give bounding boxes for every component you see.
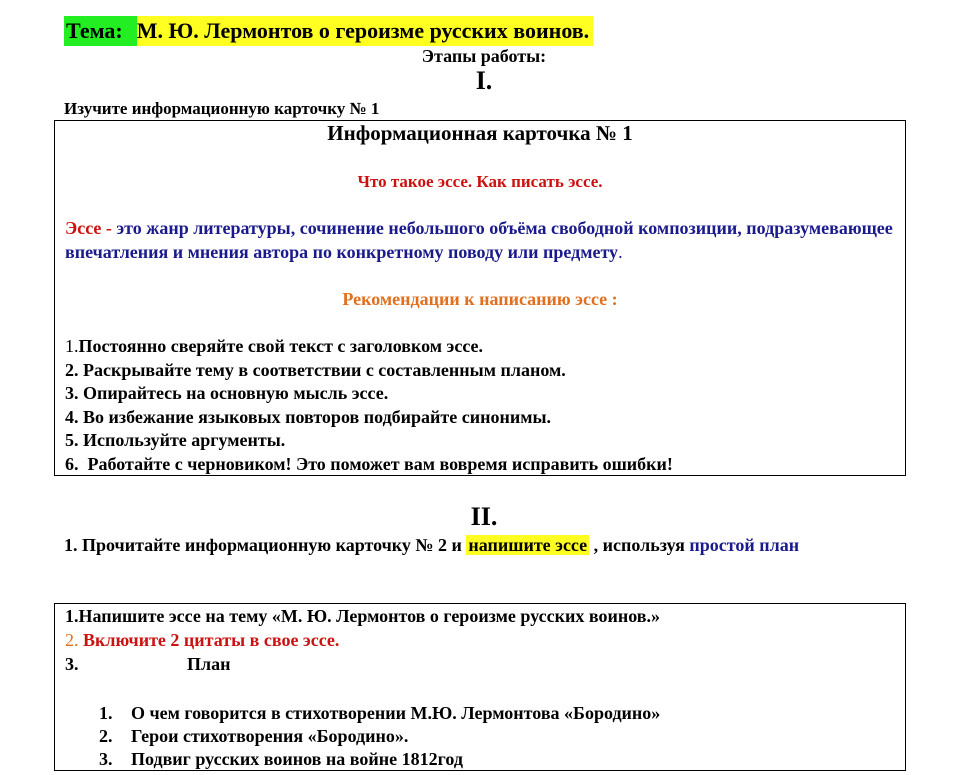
essay-term: Эссе - — [65, 218, 112, 238]
recommendations-list — [65, 335, 895, 477]
essay-definition-end: . — [618, 242, 623, 262]
topic-title: М. Ю. Лермонтов о героизме русских воинов. — [137, 16, 593, 46]
list-item-number: 3. — [99, 749, 113, 769]
list-item-text: Герои стихотворения «Бородино». — [131, 726, 409, 746]
card-1-subtitle: Что такое эссе. Как писать эссе. — [357, 172, 603, 191]
list-item — [65, 382, 895, 406]
info-card-1 — [54, 120, 906, 476]
list-item-text: Работайте с черновиком! Это поможет вам вовремя исправить ошибки! — [87, 453, 673, 474]
topic-line — [64, 16, 593, 46]
list-item-text: О чем говорится в стихотворении М.Ю. Лермонтова «Бородино» — [131, 703, 661, 723]
assignment-topic: 1.Напишите эссе на тему «М. Ю. Лермонтов о героизме русских воинов.» — [65, 606, 660, 626]
essay-definition-paragraph — [65, 216, 893, 264]
list-item-text: Раскрывайте тему в соответствии с составленным планом. — [83, 359, 566, 380]
topic-label: Тема: — [64, 16, 137, 46]
list-item-text: Опирайтесь на основную мысль эссе. — [83, 383, 389, 404]
assignment-quotes-text: Включите 2 цитаты в свое эссе. — [83, 630, 340, 650]
plan-heading-number: 3. — [65, 654, 79, 674]
card-1-title: Информационная карточка № 1 — [327, 121, 633, 145]
list-item — [99, 748, 660, 771]
list-item — [65, 359, 895, 383]
assignment-quotes — [65, 630, 339, 651]
list-item — [65, 335, 895, 359]
task-start: 1. Прочитайте информационную карточку № 2 и — [64, 535, 462, 555]
list-item-number: 4. — [65, 406, 79, 427]
plan-list — [99, 702, 660, 771]
assignment-quotes-number: 2. — [65, 630, 79, 650]
list-item — [99, 702, 660, 725]
task-middle: , используя — [593, 535, 685, 555]
stages-heading: Этапы работы: — [421, 46, 547, 66]
task-plan: простой план — [689, 535, 800, 555]
assignment-card — [54, 603, 906, 771]
list-item — [99, 725, 660, 748]
list-item-number: 1. — [99, 703, 113, 723]
stage-1-numeral: I. — [475, 66, 493, 95]
list-item — [65, 406, 895, 430]
study-instruction: Изучите информационную карточку № 1 — [64, 99, 380, 118]
list-item-number: 6. — [65, 453, 79, 474]
list-item — [65, 453, 895, 477]
list-item-number: 5. — [65, 430, 79, 451]
stage-2-task — [64, 533, 924, 557]
list-item-text: Постоянно сверяйте свой текст с заголовком эссе. — [78, 336, 484, 356]
list-item-text: Подвиг русских воинов на войне 1812год — [131, 749, 463, 769]
list-item — [65, 429, 895, 453]
list-item-text: Используйте аргументы. — [83, 430, 286, 451]
plan-heading: План — [187, 654, 231, 674]
essay-definition-text: это жанр литературы, сочинение небольшого объёма свободной композиции, подразумевающее впечатления и мнения автора по конкретному поводу или предмету — [65, 218, 893, 262]
list-item-number: 2. — [99, 726, 113, 746]
task-highlight: напишите эссе — [468, 535, 588, 555]
recommendations-title: Рекомендации к написанию эссе : — [342, 289, 618, 309]
list-item-number: 2. — [65, 359, 79, 380]
list-item-number: 1. — [65, 336, 79, 356]
list-item-number: 3. — [65, 383, 79, 404]
list-item-text: Во избежание языковых повторов подбирайте синонимы. — [83, 406, 552, 427]
stage-2-numeral: II. — [470, 502, 498, 531]
